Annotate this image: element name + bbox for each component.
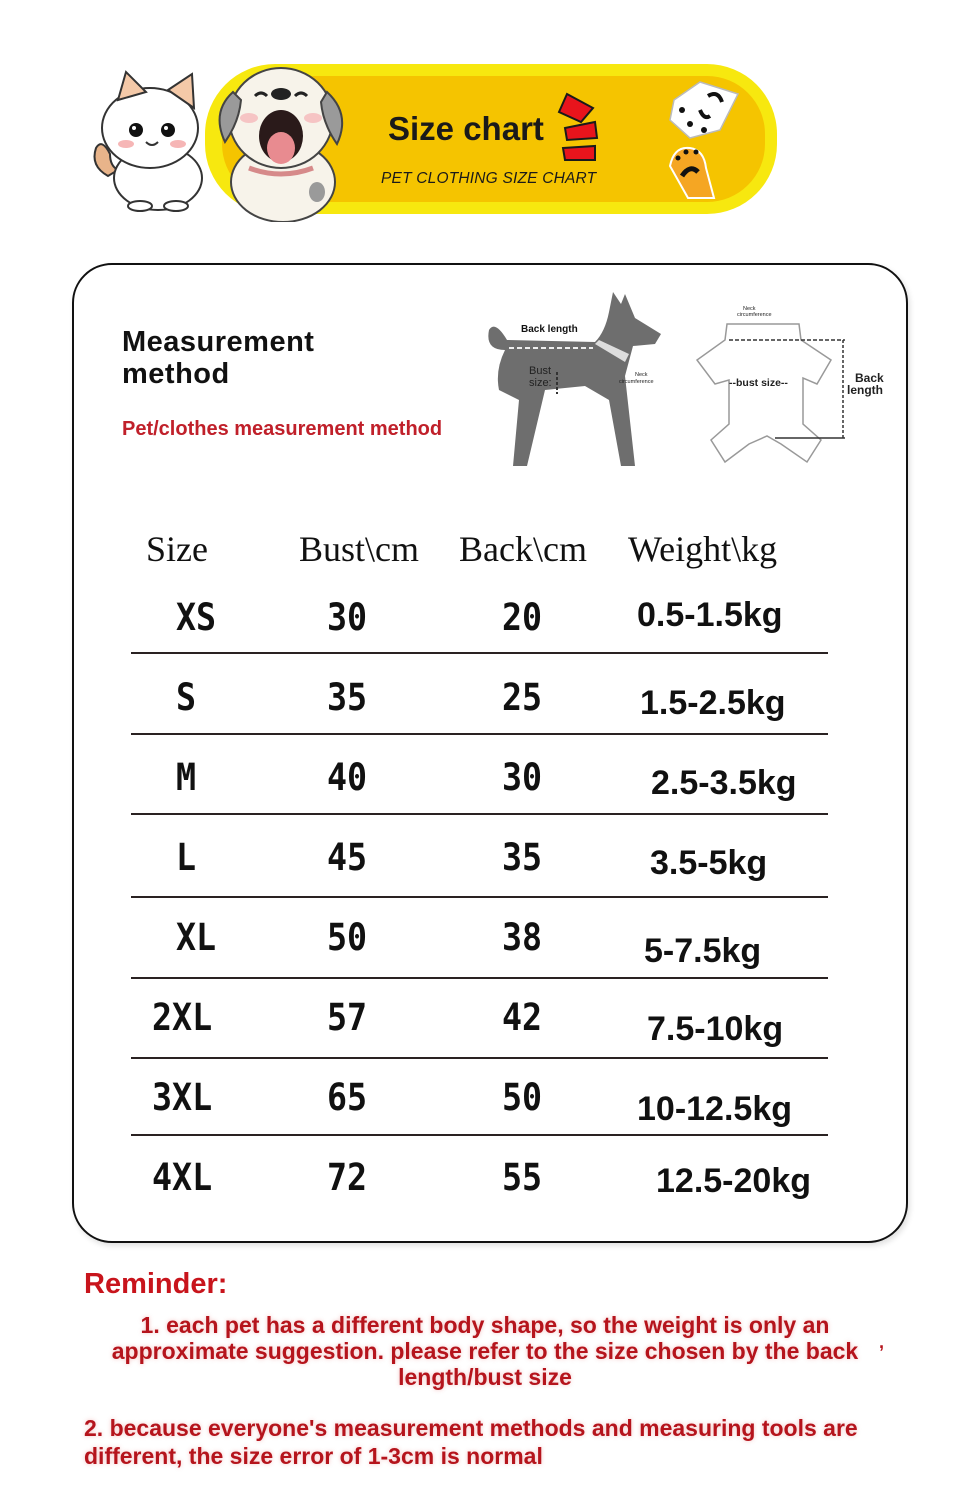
cell-weight: 1.5-2.5kg [640,684,786,722]
banner-subtitle: PET CLOTHING SIZE CHART [381,170,597,187]
row-divider [131,1057,828,1059]
cell-bust: 65 [327,1076,368,1119]
table-row [0,676,971,756]
cell-weight: 12.5-20kg [656,1162,811,1200]
cell-back: 38 [502,916,543,959]
size-table-header [0,528,971,572]
row-divider [131,977,828,979]
cell-size: XL [176,916,217,959]
row-divider [131,896,828,898]
cell-bust: 35 [327,676,368,719]
back-length-label: Back length [521,324,578,335]
cell-back: 55 [502,1156,543,1199]
header-weight: Weight\kg [628,529,778,569]
cell-size: 2XL [152,996,213,1039]
cell-size: L [176,836,197,879]
cell-bust: 72 [327,1156,368,1199]
clothes-bust-label: --bust size-- [729,377,788,389]
cell-size: XS [176,596,217,639]
measurement-method-title [122,326,314,390]
cell-back: 30 [502,756,543,799]
cell-bust: 30 [327,596,368,639]
header-size: Size [146,529,208,569]
clothes-back-label-2: length [847,383,883,397]
row-divider [131,813,828,815]
table-row [0,836,971,916]
cell-size: M [176,756,197,799]
row-divider [131,733,828,735]
size-chart-banner [0,0,971,240]
measurement-method-subtitle: Pet/clothes measurement method [122,418,443,440]
reminder-item-1: 1. each pet has a different body shape, so the weight is only an approximate suggestion. please refer to the size chosen by the back length/bust size [111,1312,859,1390]
cell-weight: 2.5-3.5kg [651,764,797,802]
cell-weight: 5-7.5kg [644,932,762,970]
cell-bust: 50 [327,916,368,959]
header-back: Back\cm [459,529,587,569]
clothes-measurement-diagram-icon [685,300,895,470]
clothes-neck-label-1: Neck [743,306,756,312]
cell-bust: 57 [327,996,368,1039]
bust-label-2: size: [529,377,552,389]
banner-title: Size chart [388,110,544,147]
stray-mark: , [879,1332,885,1352]
neck-label-2: circumference [619,379,654,385]
cell-back: 35 [502,836,543,879]
clothes-back-label-1: Back [855,371,884,385]
header-bust: Bust\cm [299,529,420,569]
clothes-neck-label-2: circumference [737,312,772,318]
cell-weight: 0.5-1.5kg [637,596,783,634]
row-divider [131,1134,828,1136]
cell-weight: 10-12.5kg [637,1090,792,1128]
title-line-1: Measurement [122,326,315,358]
table-row [0,1156,971,1236]
neck-label-1: Neck [635,372,648,378]
dog-illustration-icon [205,52,355,222]
cell-bust: 40 [327,756,368,799]
cell-size: 4XL [152,1156,213,1199]
cell-bust: 45 [327,836,368,879]
row-divider [131,652,828,654]
exclamation-burst-icon [555,92,605,162]
cell-weight: 7.5-10kg [647,1010,784,1048]
cell-size: S [176,676,197,719]
table-row [0,916,971,996]
bust-label-1: Bust [529,365,552,377]
paws-icon [660,80,750,200]
cell-size: 3XL [152,1076,213,1119]
reminder-title: Reminder: [84,1268,228,1300]
cell-back: 50 [502,1076,543,1119]
table-row [0,596,971,676]
cell-back: 42 [502,996,543,1039]
cell-weight: 3.5-5kg [650,844,768,882]
table-row [0,756,971,836]
table-row [0,996,971,1076]
cell-back: 20 [502,596,543,639]
table-row [0,1076,971,1156]
cell-back: 25 [502,676,543,719]
reminder-item-2: 2. because everyone's measurement methods and measuring tools are different, the size error of 1-3cm is normal [84,1415,858,1469]
dog-measurement-diagram-icon [485,290,670,470]
title-line-2: method [122,358,230,390]
